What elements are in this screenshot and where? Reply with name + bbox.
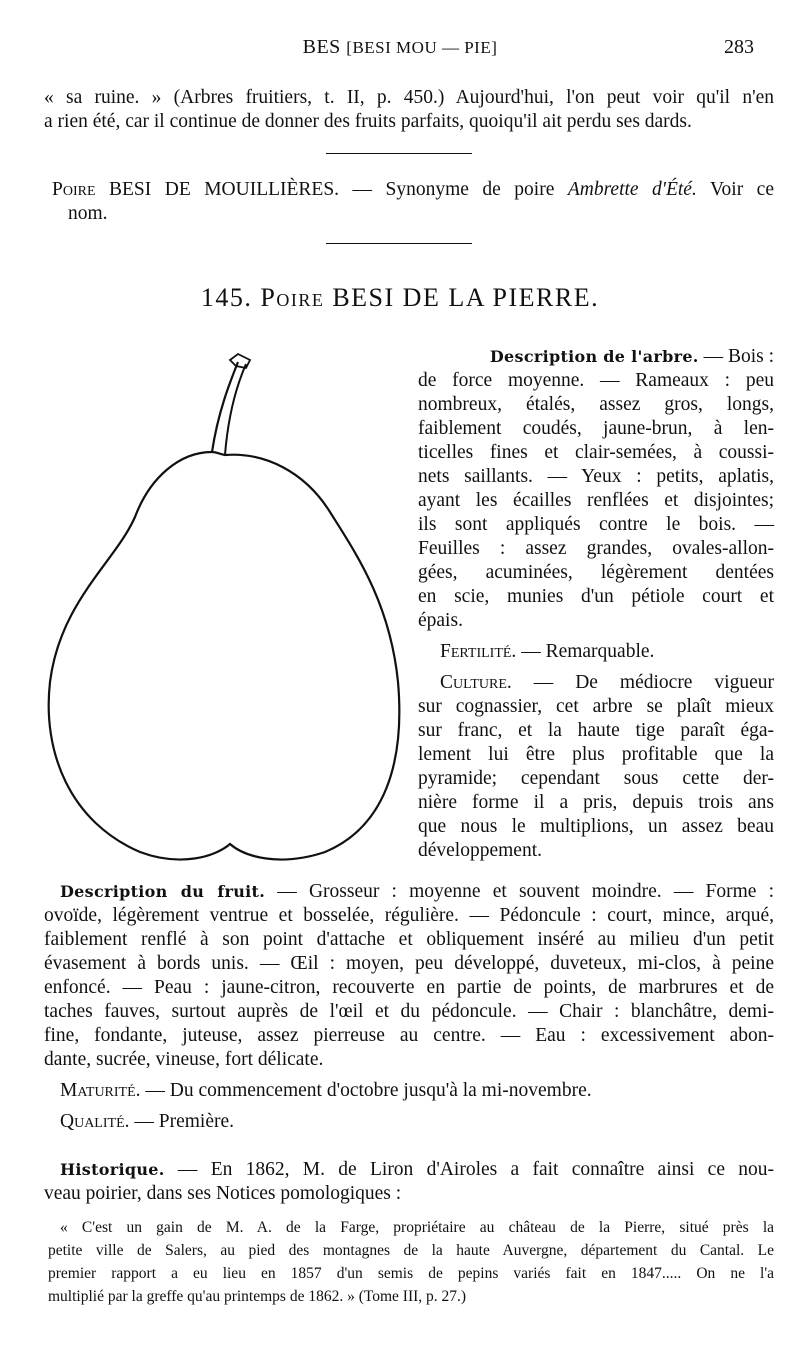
text-line: fine, fondante, juteuse, assez pierreuse au centre. — Eau : excessivement abon-	[44, 1025, 774, 1046]
text-line: « sa ruine. » (Arbres fruitiers, t. II, p. 450.) Aujourd'hui, l'on peut voir qu'il n'en	[44, 87, 774, 108]
divider-rule	[326, 243, 472, 244]
history-section	[44, 1158, 774, 1206]
text-line: épais.	[418, 610, 463, 631]
text-line: ils sont appliqués contre le bois. —	[418, 514, 774, 535]
text-line: dante, sucrée, vineuse, fort délicate.	[44, 1049, 324, 1070]
pear-illustration-icon	[40, 352, 410, 872]
text-line: gées, acuminées, légèrement dentées	[418, 562, 774, 583]
synonym-reference: Ambrette d'Été.	[567, 179, 697, 200]
text-line: évasement à bords unis. — Œil : moyen, peu développé, duveteux, mi-clos, à peine	[44, 953, 774, 974]
history-quote	[48, 1216, 774, 1308]
text-line: ticelles fines et clair-semées, à coussi-	[418, 442, 774, 463]
quality-label: Qualité.	[60, 1111, 130, 1132]
quality-line: Qualité. — Première.	[60, 1111, 235, 1132]
text-line: taches fauves, surtout auprès de l'œil et du pédoncule. — Chair : blanchâtre, demi-	[44, 1001, 774, 1022]
text-line: pyramide; cependant sous cette der-	[418, 768, 774, 789]
synonym-entry	[52, 178, 774, 226]
text-line: faiblement renflé à son point d'attache et obliquement inséré au milieu d'un petit	[44, 929, 774, 950]
quote-line: « C'est un gain de M. A. de la Farge, propriétaire au château de la Pierre, situé près la	[60, 1219, 774, 1236]
synonym-line2: nom.	[68, 203, 108, 224]
fruit-description	[44, 880, 774, 1134]
tree-description	[418, 345, 774, 863]
text-line: sur franc, et la haute tige paraît éga-	[418, 720, 774, 741]
quote-line: petite ville de Salers, au pied des montagnes de la haute Auvergne, département du Cantal. Le	[48, 1242, 774, 1259]
quote-line: premier rapport a eu lieu en 1857 d'un semis de pepins variés fait en 1847..... On ne l'a	[48, 1265, 774, 1282]
text-line: nombreux, étalés, assez gros, longs,	[418, 394, 774, 415]
fertility-line: Fertilité. — Remarquable.	[440, 641, 655, 662]
page-number: 283	[724, 36, 754, 58]
tree-heading: Description de l'arbre.	[489, 347, 699, 366]
text-line: — En 1862, M. de Liron d'Airoles a fait connaître ainsi ce nou-	[164, 1159, 774, 1180]
text-line: nière forme il a pris, depuis trois ans	[418, 792, 774, 813]
title-lead: Poire	[260, 283, 325, 312]
history-heading: Historique.	[60, 1160, 165, 1179]
text-line: veau poirier, dans ses Notices pomologiques :	[44, 1183, 402, 1204]
title-name: BESI DE LA PIERRE.	[332, 283, 600, 312]
text-line: Feuilles : assez grandes, ovales-allon-	[418, 538, 774, 559]
fruit-heading: Description du fruit.	[60, 882, 266, 901]
text-line: sur cognassier, cet arbre se plaît mieux	[418, 696, 774, 717]
continuation-text	[44, 86, 774, 134]
text-line: a rien été, car il continue de donner des fruits parfaits, quoiqu'il ait perdu ses dards.	[44, 111, 692, 132]
running-subtitle: [BESI MOU — PIE]	[346, 38, 498, 57]
text-line: nets saillants. — Yeux : petits, aplatis,	[418, 466, 774, 487]
maturity-label: Maturité.	[60, 1080, 141, 1101]
synonym-tail: Voir ce	[696, 179, 774, 200]
synonym-lead: Poire	[52, 179, 96, 200]
entry-number: 145.	[200, 283, 253, 312]
text-line: faiblement coudés, jaune-brun, à len-	[418, 418, 774, 439]
synonym-text: — Synonyme de poire	[339, 179, 568, 200]
text-line: que nous le multiplions, un assez beau	[418, 816, 774, 837]
text-line: développement.	[418, 840, 542, 861]
quote-line: multiplié par la greffe qu'au printemps de 1862. » (Tome III, p. 27.)	[48, 1288, 467, 1305]
text-line: ayant les écailles renflées et disjointes;	[418, 490, 774, 511]
synonym-name: BESI DE MOUILLIÈRES.	[109, 179, 340, 200]
text-line: ovoïde, légèrement ventrue et bosselée, régulière. — Pédoncule : court, mince, arqué,	[44, 905, 774, 926]
text-line: en scie, munies d'un pétiole court et	[418, 586, 774, 607]
divider-rule	[326, 153, 472, 154]
running-title: BES	[302, 36, 341, 58]
culture-label: Culture.	[440, 672, 512, 693]
text-line: lement lui être plus profitable que la	[418, 744, 774, 765]
maturity-line: Maturité. — Du commencement d'octobre jusqu'à la mi-novembre.	[60, 1080, 592, 1101]
text-line: — Grosseur : moyenne et souvent moindre. — Forme :	[265, 881, 774, 902]
text-line: de force moyenne. — Rameaux : peu	[418, 370, 774, 391]
text-line: enfoncé. — Peau : jaune-citron, recouverte en partie de points, de marbrures et de	[44, 977, 774, 998]
fertility-label: Fertilité.	[440, 641, 517, 662]
culture-line: Culture. — De médiocre vigueur	[440, 672, 774, 693]
section-title	[0, 283, 800, 313]
text-line: — Bois :	[698, 346, 774, 367]
